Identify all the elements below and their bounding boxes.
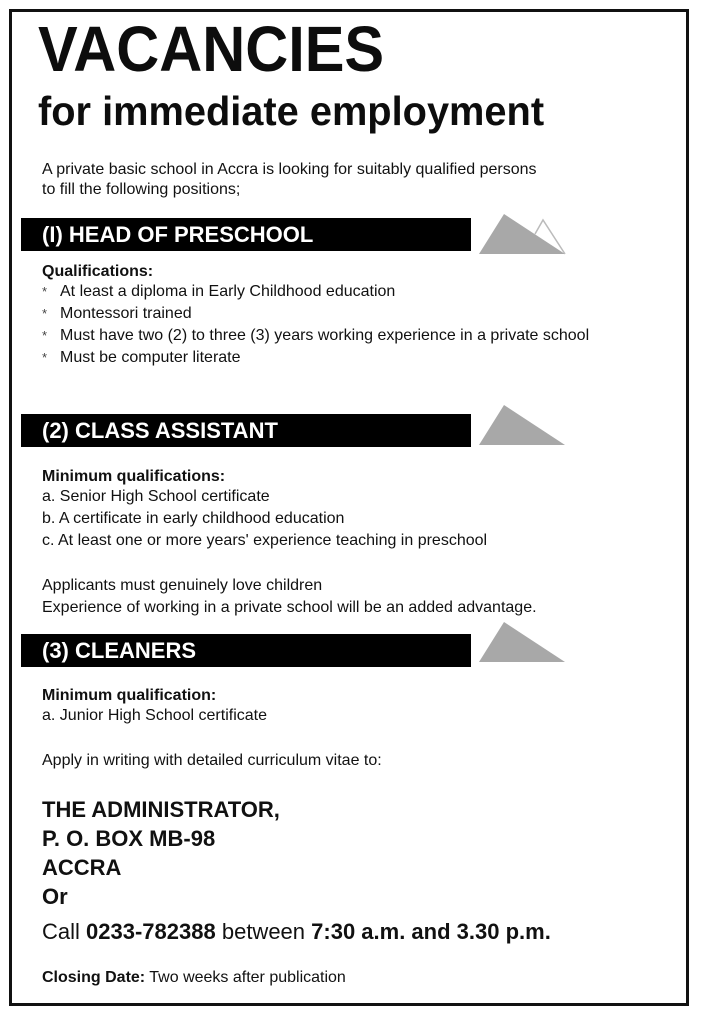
page-title: VACANCIES — [38, 13, 385, 85]
apply-instruction: Apply in writing with detailed curriculum vitae to: — [42, 752, 382, 769]
cleaner-qualifications-list — [42, 705, 662, 727]
list-item: b. A certificate in early childhood education — [42, 510, 345, 527]
address-line-or: Or — [42, 884, 68, 909]
minimum-qualifications-list — [42, 486, 662, 552]
closing-date-value: Two weeks after publication — [149, 969, 346, 986]
qualifications-label: Qualifications: — [42, 263, 154, 280]
asterisk-bullet-icon: * — [42, 350, 48, 365]
minimum-qualifications-label: Minimum qualifications: — [42, 468, 226, 485]
intro-line-2: to fill the following positions; — [42, 181, 241, 198]
call-hours: 7:30 a.m. and 3.30 p.m. — [311, 919, 551, 944]
list-item: a. Junior High School certificate — [42, 707, 267, 724]
list-item: a. Senior High School certificate — [42, 488, 270, 505]
page-subtitle: for immediate employment — [38, 88, 545, 134]
list-item: * At least a diploma in Early Childhood education — [42, 281, 662, 303]
call-prefix: Call — [42, 919, 80, 944]
position-heading-cleaners: (3) CLEANERS — [21, 634, 471, 667]
closing-date — [42, 967, 346, 989]
postal-address — [42, 795, 280, 911]
address-line-recipient: THE ADMINISTRATOR, — [42, 797, 280, 822]
intro-text — [42, 160, 662, 200]
position-heading-class-assistant: (2) CLASS ASSISTANT — [21, 414, 471, 447]
call-between: between — [221, 919, 306, 944]
note-love-children: Applicants must genuinely love children — [42, 577, 323, 594]
minimum-qualification-label: Minimum qualification: — [42, 687, 217, 704]
call-line — [42, 918, 551, 946]
note-experience-advantage: Experience of working in a private school will be an added advantage. — [42, 599, 537, 616]
phone-number: 0233-782388 — [86, 919, 216, 944]
list-item: c. At least one or more years' experience teaching in preschool — [42, 532, 488, 549]
asterisk-bullet-icon: * — [42, 284, 48, 299]
position-heading-head-of-preschool: (I) HEAD OF PRESCHOOL — [21, 218, 471, 251]
qualifications-list — [42, 281, 662, 369]
closing-date-label: Closing Date: — [42, 969, 146, 986]
address-line-city: ACCRA — [42, 855, 122, 880]
address-line-box: P. O. BOX MB-98 — [42, 826, 216, 851]
list-item: * Must have two (2) to three (3) years working experience in a private school — [42, 325, 660, 347]
list-item: * Must be computer literate — [42, 347, 662, 369]
applicant-notes — [42, 575, 662, 619]
intro-line-1: A private basic school in Accra is looking for suitably qualified persons — [42, 161, 537, 178]
asterisk-bullet-icon: * — [42, 328, 48, 343]
list-item: * Montessori trained — [42, 303, 662, 325]
asterisk-bullet-icon: * — [42, 306, 48, 321]
